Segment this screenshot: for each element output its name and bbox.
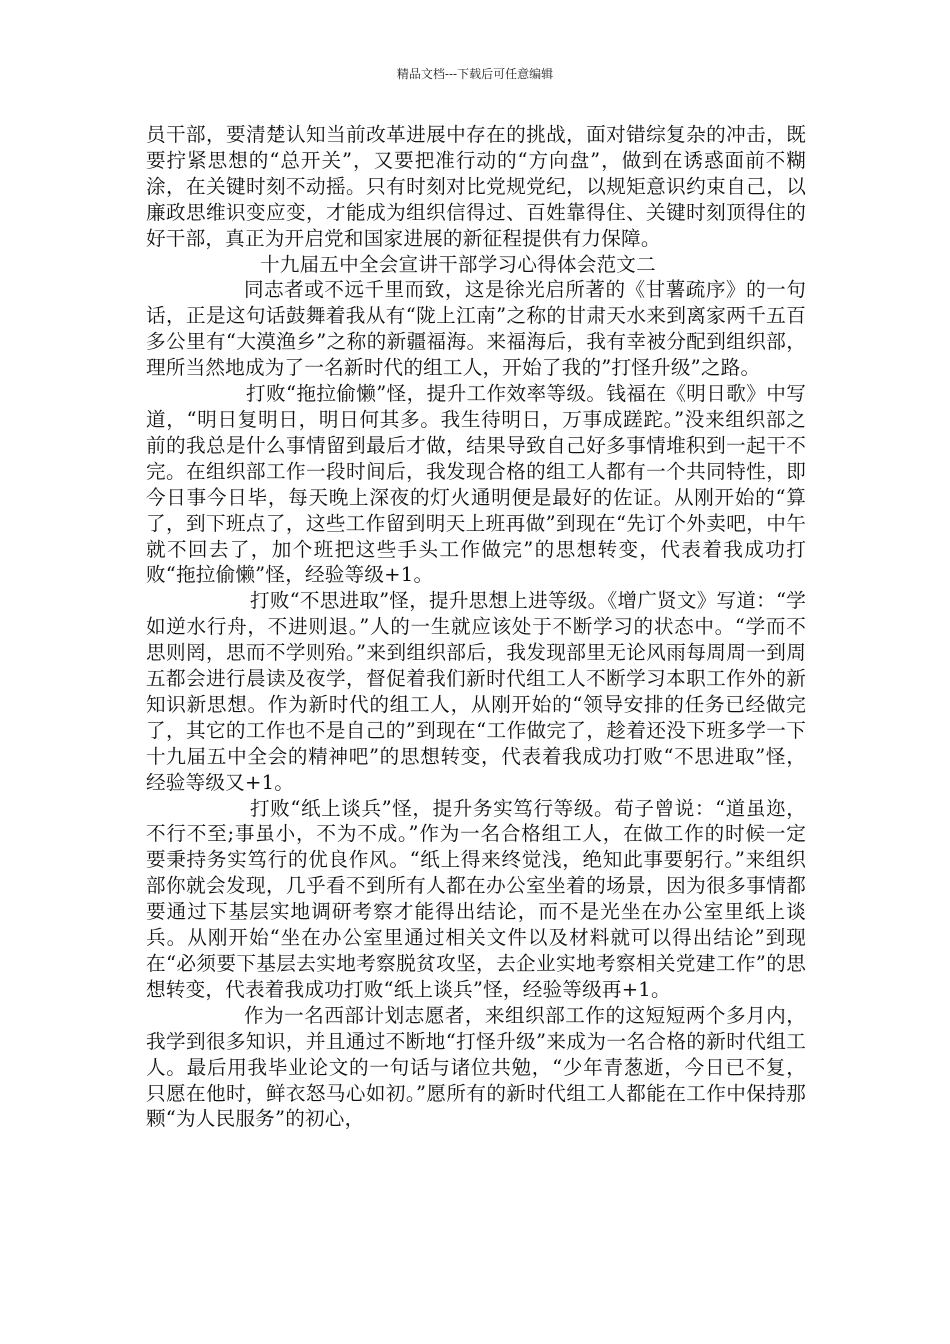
document-body [146, 122, 806, 1132]
paragraph-6: 作为一名西部计划志愿者，来组织部工作的这短短两个多月内，我学到很多知识，并且通过不断地“打怪升级”来成为一名合格的新时代组工人。最后用我毕业论文的一句话与诸位共勉，“少年青葱逝，今日已不复，只愿在他时，鲜衣怒马心如初。”愿所有的新时代组工人都能在工作中保持那颗“为人民服务”的初心， [146, 1003, 806, 1131]
section-title: 十九届五中全会宣讲干部学习心得体会范文二 [260, 252, 656, 276]
page-header: 精品文档---下载后可任意编辑 [396, 67, 554, 81]
paragraph-2: 同志者或不远千里而致，这是徐光启所著的《甘薯疏序》的一句话，正是这句话鼓舞着我从有“陇上江南”之称的甘肃天水来到离家两千五百多公里有“大漠渔乡”之称的新疆福海。来福海后，我有幸被分配到组织部，理所当然地成为了一名新时代的组工人，开始了我的”打怪升级”之路。 [146, 278, 806, 380]
paragraph-4: 打败“不思进取”怪，提升思想上进等级。《增广贤文》写道：“学如逆水行舟，不进则退。”人的一生就应该处于不断学习的状态中。“学而不思则罔，思而不学则殆。”来到组织部后，我发现部里无论风雨每周周一到周五都会进行晨读及夜学，督促着我们新时代组工人不断学习本职工作外的新知识新思想。作为新时代的组工人，从刚开始的“领导安排的任务已经做完了，其它的工作也不是自己的”到现在“工作做完了，趁着还没下班多学一下十九届五中全会的精神吧”的思想转变，代表着我成功打败“不思进取”怪，经验等级又+1。 [146, 589, 806, 794]
paragraph-3: 打败“拖拉偷懒”怪，提升工作效率等级。钱福在《明日歌》中写道，“明日复明日，明日何其多。我生待明日，万事成蹉跎。”没来组织部之前的我总是什么事情留到最后才做，结果导致自己好多事情堆积到一起干不完。在组织部工作一段时间后，我发现合格的组工人都有一个共同特性，即今日事今日毕，每天晚上深夜的灯火通明便是最好的佐证。从刚开始的“算了，到下班点了，这些工作留到明天上班再做”到现在“先订个外卖吧，中午就不回去了，加个班把这些手头工作做完”的思想转变，代表着我成功打败“拖拉偷懒”怪，经验等级+1。 [146, 382, 806, 587]
paragraph-5: 打败“纸上谈兵”怪，提升务实笃行等级。荀子曾说：“道虽迩，不行不至;事虽小，不为不成。”作为一名合格组工人，在做工作的时候一定要秉持务实笃行的优良作风。“纸上得来终觉浅，绝知此事要躬行。”来组织部你就会发现，几乎看不到所有人都在办公室坐着的场景，因为很多事情都要通过下基层实地调研考察才能得出结论，而不是光坐在办公室里纸上谈兵。从刚开始“坐在办公室里通过相关文件以及材料就可以得出结论”到现在“必须要下基层去实地考察脱贫攻坚，去企业实地考察相关党建工作”的思想转变，代表着我成功打败“纸上谈兵”怪，经验等级再+1。 [146, 796, 806, 1001]
paragraph-1: 员干部，要清楚认知当前改革进展中存在的挑战，面对错综复杂的冲击，既要拧紧思想的“总开关”，又要把准行动的“方向盘”，做到在诱惑面前不糊涂，在关键时刻不动摇。只有时刻对比党规党纪，以规矩意识约束自己，以廉政思维识变应变，才能成为组织信得过、百姓靠得住、关键时刻顶得住的好干部，真正为开启党和国家进展的新征程提供有力保障。 [146, 123, 806, 250]
